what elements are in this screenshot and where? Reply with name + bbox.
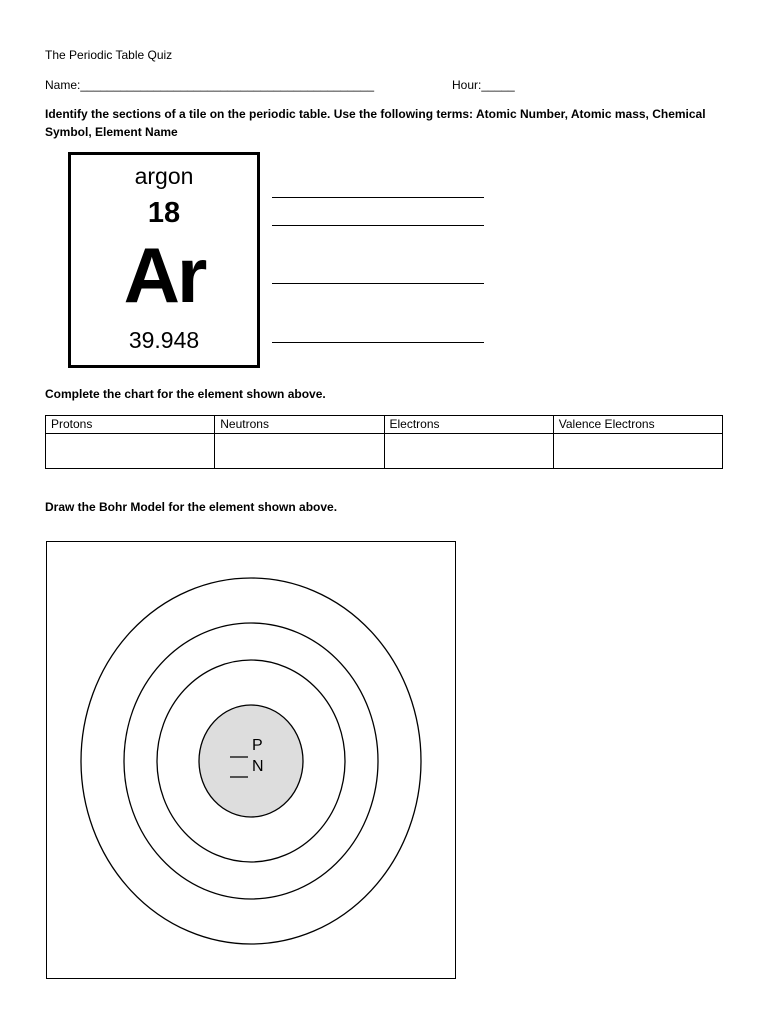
chart-instructions: Complete the chart for the element shown above. bbox=[45, 387, 326, 401]
cell-electrons[interactable] bbox=[384, 434, 553, 469]
bohr-model-drawing-area[interactable] bbox=[46, 541, 456, 979]
tile-atomic-mass: 39.948 bbox=[128, 327, 200, 353]
answer-line-atomic-number bbox=[272, 225, 484, 226]
element-chart bbox=[45, 415, 723, 469]
element-tile bbox=[68, 152, 260, 368]
bohr-instructions: Draw the Bohr Model for the element shown above. bbox=[45, 500, 338, 514]
tile-element-name: argon bbox=[134, 163, 194, 189]
hour-label: Hour: bbox=[452, 78, 482, 92]
hour-blank: _____ bbox=[481, 78, 515, 92]
name-row bbox=[45, 78, 374, 92]
tile-atomic-number: 18 bbox=[147, 197, 181, 229]
cell-protons[interactable] bbox=[46, 434, 215, 469]
header-protons: Protons bbox=[46, 416, 215, 434]
chart-header-row bbox=[46, 416, 723, 434]
name-blank: ____________________________________________ bbox=[80, 78, 374, 92]
header-neutrons: Neutrons bbox=[215, 416, 384, 434]
hour-row bbox=[452, 78, 515, 92]
table-row bbox=[46, 434, 723, 469]
quiz-title: The Periodic Table Quiz bbox=[45, 48, 173, 62]
nucleus bbox=[199, 705, 303, 817]
bohr-model-diagram bbox=[47, 542, 455, 978]
tile-instructions: Identify the sections of a tile on the periodic table. Use the following terms: Atomic Number, Atomic mass, Chemical Symbol, Element Name bbox=[45, 107, 706, 139]
tile-chemical-symbol: Ar bbox=[123, 231, 205, 319]
cell-valence-electrons[interactable] bbox=[553, 434, 722, 469]
answer-line-chemical-symbol bbox=[272, 283, 484, 284]
name-label: Name: bbox=[45, 78, 81, 92]
answer-line-atomic-mass bbox=[272, 342, 484, 343]
neutron-label: N bbox=[252, 758, 264, 775]
header-valence-electrons: Valence Electrons bbox=[553, 416, 722, 434]
cell-neutrons[interactable] bbox=[215, 434, 384, 469]
answer-line-element-name bbox=[272, 197, 484, 198]
header-electrons: Electrons bbox=[384, 416, 553, 434]
proton-label: P bbox=[252, 737, 263, 754]
